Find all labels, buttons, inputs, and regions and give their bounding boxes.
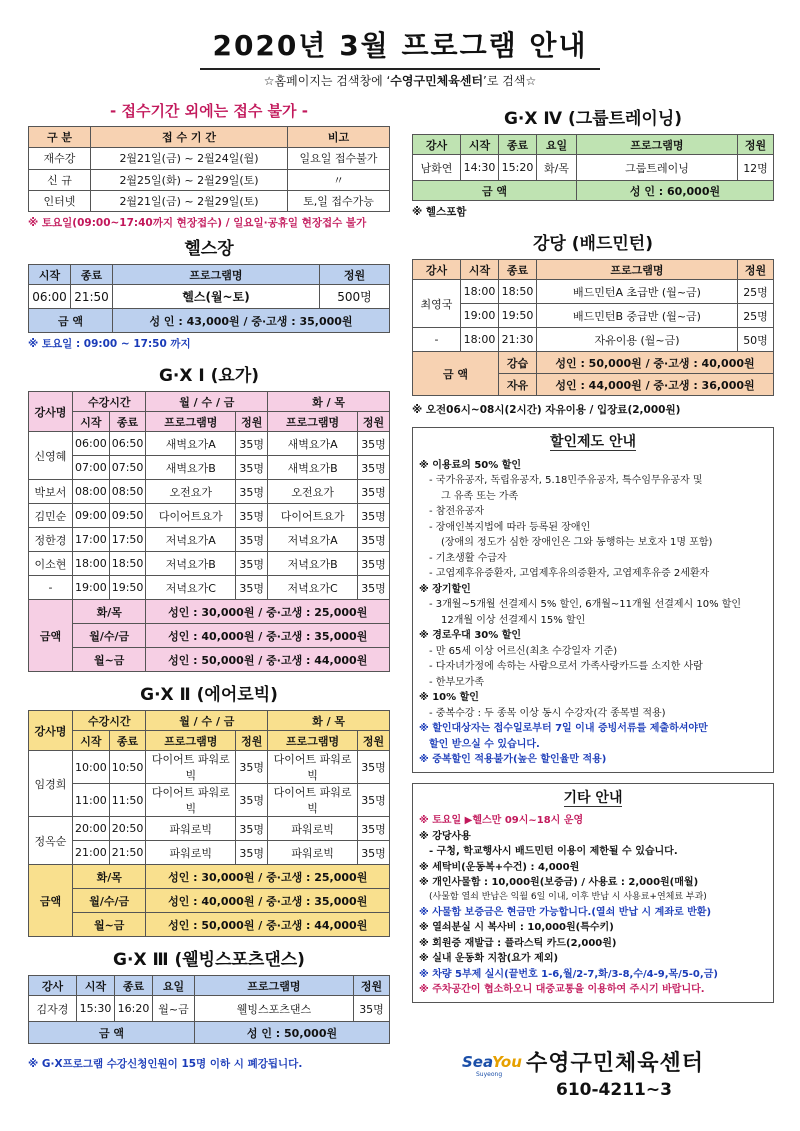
discount-item: - 한부모가족 [429, 676, 485, 688]
gx1-instructor: 박보서 [29, 480, 73, 504]
gx2-fee-days: 월~금 [73, 913, 146, 937]
etc-box [412, 783, 774, 1003]
th-instructor: 강사명 [29, 711, 73, 751]
th-category: 구 분 [29, 127, 91, 148]
gx1-cell: 35명 [236, 528, 268, 552]
search-keyword: 수영구민체육센터 [390, 74, 484, 88]
th-end: 종료 [115, 976, 153, 996]
gx1-cell: 35명 [358, 528, 390, 552]
discount-heading: 할인제도 안내 [549, 434, 637, 450]
etc-line: (사물함 열쇠 반납은 익월 6일 이내, 이후 반납 시 사용료+연체료 부과) [429, 891, 707, 902]
discount-notice: ※ 중복할인 적용불가(높은 할인율만 적용) [419, 754, 607, 766]
gx2-cell: 20:50 [109, 817, 146, 841]
gx1-cell: 35명 [358, 432, 390, 456]
th-mwf: 월 / 수 / 금 [146, 392, 268, 412]
gym-cell: 헬스(월~토) [113, 285, 320, 309]
gx1-cell: 저녁요가C [268, 576, 358, 600]
discount-item: - 만 65세 이상 어르신(최초 수강일자 기준) [429, 645, 618, 657]
hall-cell: 18:00 [461, 280, 499, 304]
gx1-table [28, 391, 390, 672]
reception-cell: 〃 [288, 169, 390, 190]
gx2-instructor: 정옥순 [29, 817, 73, 865]
hall-cell: 18:50 [499, 280, 537, 304]
gx2-cell: 21:50 [109, 841, 146, 865]
discount-item: - 참전유공자 [429, 506, 485, 518]
th-days: 요일 [537, 135, 577, 155]
th-capacity: 정원 [738, 135, 774, 155]
gx1-cell: 17:00 [73, 528, 110, 552]
hall-fee: 성인 : 50,000원 / 중·고생 : 40,000원 [537, 352, 774, 374]
svg-text:Suyeong: Suyeong [476, 1070, 503, 1078]
gx1-fee: 성인 : 50,000원 / 중·고생 : 44,000원 [146, 648, 390, 672]
gx1-cell: 06:50 [109, 432, 146, 456]
gx1-cell: 새벽요가A [268, 432, 358, 456]
gx2-heading: G·X Ⅱ (에어로빅) [140, 685, 278, 705]
gx2-cell: 파워로빅 [146, 841, 236, 865]
th-program: 프로그램명 [195, 976, 354, 996]
th-sub: 프로그램명 [146, 731, 236, 751]
gx2-cell: 11:00 [73, 784, 110, 817]
reception-cell: 신 규 [29, 169, 91, 190]
etc-line: ※ 세탁비(운동복+수건) : 4,000원 [419, 861, 580, 873]
etc-heading: 기타 안내 [563, 789, 623, 806]
gx1-cell: 새벽요가B [268, 456, 358, 480]
right-column [412, 100, 774, 1003]
gx1-cell: 35명 [236, 456, 268, 480]
gx1-cell: 07:00 [73, 456, 110, 480]
hall-table [412, 259, 774, 396]
svg-text:You: You [492, 1052, 522, 1071]
th-program: 프로그램명 [537, 260, 738, 280]
gx3-cell: 15:30 [77, 996, 115, 1022]
gx1-fee: 성인 : 30,000원 / 중·고생 : 25,000원 [146, 600, 390, 624]
th-sub: 프로그램명 [268, 731, 358, 751]
left-column [28, 96, 390, 1075]
discount-s3: ※ 경로우대 30% 할인 [419, 630, 522, 642]
gx1-cell: 새벽요가B [146, 456, 236, 480]
reception-cell: 2월21일(금) ~ 2월29일(토) [91, 190, 288, 211]
th-sub: 프로그램명 [146, 412, 236, 432]
gx2-cell: 다이어트 파워로빅 [268, 784, 358, 817]
search-hint-prefix: ☆홈페이지는 검색창에 ‘ [263, 74, 391, 88]
hall-fee-type: 강습 [499, 352, 537, 374]
discount-item: - 3개월~5개월 선결제시 5% 할인, 6개월~11개월 선결제시 10% 할인 [429, 599, 742, 611]
discount-item: - 고엽제후유증환자, 고엽제후유의증환자, 고엽제후유증 2세환자 [429, 568, 710, 580]
th-instructor: 강사 [413, 260, 461, 280]
gx2-fee-label: 금액 [29, 865, 73, 937]
hall-cell: 배드민턴A 초급반 (월~금) [537, 280, 738, 304]
gx1-instructor: 정한경 [29, 528, 73, 552]
th-start: 시작 [461, 260, 499, 280]
gx1-cell: 다이어트요가 [146, 504, 236, 528]
reception-cell: 2월25일(화) ~ 2월29일(토) [91, 169, 288, 190]
th-sub: 종료 [109, 412, 146, 432]
gx4-cell: 그룹트레이닝 [577, 155, 738, 181]
gym-fee-label: 금 액 [29, 309, 113, 333]
gx2-fee: 성인 : 50,000원 / 중·고생 : 44,000원 [146, 913, 390, 937]
gx1-cell: 19:50 [109, 576, 146, 600]
etc-line: ※ 회원증 재발급 : 플라스틱 카드(2,000원) [419, 937, 617, 949]
gx3-table [28, 975, 390, 1044]
gx2-cell: 21:00 [73, 841, 110, 865]
gx1-cell: 35명 [236, 552, 268, 576]
gx1-cell: 저녁요가B [268, 552, 358, 576]
th-start: 시작 [461, 135, 499, 155]
hall-instructor: 최영국 [413, 280, 461, 328]
hall-note: ※ 오전06시~08시(2시간) 자유이용 / 입장료(2,000원) [412, 404, 681, 416]
gx4-cell: 12명 [738, 155, 774, 181]
gx1-cell: 35명 [236, 576, 268, 600]
gx1-fee-days: 화/목 [73, 600, 146, 624]
gx2-instructor: 임경희 [29, 751, 73, 817]
th-end: 종료 [71, 265, 113, 285]
discount-box [412, 427, 774, 773]
gx1-cell: 오전요가 [268, 480, 358, 504]
gx3-fee-label: 금 액 [29, 1022, 195, 1044]
gx4-cell: 15:20 [499, 155, 537, 181]
hall-heading: 강당 (배드민턴) [533, 234, 653, 254]
gx1-cell: 06:00 [73, 432, 110, 456]
gx2-fee: 성인 : 30,000원 / 중·고생 : 25,000원 [146, 865, 390, 889]
th-sub: 정원 [236, 412, 268, 432]
discount-item: - 장애인복지법에 따라 등록된 장애인 [429, 521, 591, 533]
hall-instructor: - [413, 328, 461, 352]
gx3-fee: 성 인 : 50,000원 [195, 1022, 390, 1044]
gx1-cell: 저녁요가A [268, 528, 358, 552]
etc-line: ※ 토요일 ▶헬스만 09시~18시 운영 [419, 815, 584, 827]
gx1-instructor: - [29, 576, 73, 600]
etc-line: ※ 주차공간이 협소하오니 대중교통을 이용하여 주시기 바랍니다. [419, 984, 705, 996]
svg-text:Sea: Sea [462, 1052, 494, 1071]
seayou-logo-icon [462, 1047, 522, 1078]
reception-table [28, 126, 390, 212]
th-mwf: 월 / 수 / 금 [146, 711, 268, 731]
etc-line: ※ 실내 운동화 지참(요가 제외) [419, 953, 559, 965]
gx2-cell: 다이어트 파워로빅 [268, 751, 358, 784]
gx2-cell: 10:00 [73, 751, 110, 784]
gx3-heading: G·X Ⅲ (웰빙스포츠댄스) [113, 950, 305, 970]
gx4-fee-label: 금 액 [413, 181, 577, 201]
gx2-cell: 35명 [236, 817, 268, 841]
th-program: 프로그램명 [113, 265, 320, 285]
reception-note: ※ 토요일(09:00~17:40까지 현장접수) / 일요일·공휴일 현장접수 불가 [28, 217, 367, 229]
gx1-cell: 35명 [358, 456, 390, 480]
reception-cell: 2월21일(금) ~ 2월24일(월) [91, 148, 288, 169]
reception-cell: 인터넷 [29, 190, 91, 211]
gym-table [28, 264, 390, 333]
gx1-cell: 19:00 [73, 576, 110, 600]
discount-item: 12개월 이상 선결제시 15% 할인 [441, 614, 586, 626]
etc-line: - 구청, 학교행사시 배드민턴 이용이 제한될 수 있습니다. [429, 846, 678, 858]
hall-fee: 성인 : 44,000원 / 중·고생 : 36,000원 [537, 374, 774, 396]
gx1-fee: 성인 : 40,000원 / 중·고생 : 35,000원 [146, 624, 390, 648]
gx4-cell: 14:30 [461, 155, 499, 181]
discount-s4: ※ 10% 할인 [419, 692, 479, 704]
gx3-cell: 35명 [354, 996, 390, 1022]
discount-item: - 중복수강 : 두 종목 이상 동시 수강자(각 종목별 적용) [429, 707, 666, 719]
discount-s2: ※ 장기할인 [419, 583, 471, 595]
etc-line: ※ 사물함 보증금은 현금만 가능합니다.(열쇠 반납 시 계좌로 반환) [419, 906, 712, 918]
hall-cell: 18:00 [461, 328, 499, 352]
gx1-cell: 18:00 [73, 552, 110, 576]
gx1-cell: 35명 [236, 432, 268, 456]
gx3-cell: 월~금 [153, 996, 195, 1022]
gx3-note: ※ G·X프로그램 수강신청인원이 15명 이하 시 폐강됩니다. [28, 1058, 303, 1070]
gx1-cell: 08:00 [73, 480, 110, 504]
gx2-cell: 다이어트 파워로빅 [146, 784, 236, 817]
gx1-cell: 07:50 [109, 456, 146, 480]
footer-logo [462, 1046, 704, 1077]
hall-cell: 25명 [738, 280, 774, 304]
gx1-cell: 09:00 [73, 504, 110, 528]
gx2-fee-days: 월/수/금 [73, 889, 146, 913]
discount-s1: ※ 이용료의 50% 할인 [419, 459, 522, 471]
hall-cell: 50명 [738, 328, 774, 352]
hall-fee-label: 금 액 [413, 352, 499, 396]
gx4-heading: G·X Ⅳ (그룹트레이닝) [503, 109, 683, 129]
gx2-cell: 35명 [358, 784, 390, 817]
th-time: 수강시간 [73, 392, 146, 412]
reception-cell: 토,일 접수가능 [288, 190, 390, 211]
th-start: 시작 [29, 265, 71, 285]
th-period: 접 수 기 간 [91, 127, 288, 148]
etc-line: ※ 차량 5부제 실시(끝번호 1-6,월/2-7,화/3-8,수/4-9,목/5-0,금) [419, 968, 718, 980]
th-sub: 프로그램명 [268, 412, 358, 432]
gx2-cell: 11:50 [109, 784, 146, 817]
gym-note: ※ 토요일 : 09:00 ~ 17:50 까지 [28, 338, 191, 350]
gx2-cell: 다이어트 파워로빅 [146, 751, 236, 784]
gx2-cell: 파워로빅 [268, 841, 358, 865]
th-instructor: 강사명 [29, 392, 73, 432]
gym-cell: 21:50 [71, 285, 113, 309]
th-days: 요일 [153, 976, 195, 996]
hall-cell: 25명 [738, 304, 774, 328]
th-capacity: 정원 [320, 265, 390, 285]
gx2-cell: 파워로빅 [146, 817, 236, 841]
gym-fee: 성 인 : 43,000원 / 중·고생 : 35,000원 [113, 309, 390, 333]
gx1-cell: 35명 [358, 576, 390, 600]
gx2-cell: 35명 [236, 784, 268, 817]
gx1-cell: 18:50 [109, 552, 146, 576]
th-tt: 화 / 목 [268, 392, 390, 412]
th-capacity: 정원 [738, 260, 774, 280]
gx4-fee: 성 인 : 60,000원 [577, 181, 774, 201]
gx2-fee: 성인 : 40,000원 / 중·고생 : 35,000원 [146, 889, 390, 913]
gx1-fee-days: 월/수/금 [73, 624, 146, 648]
gx2-cell: 35명 [358, 841, 390, 865]
gym-cell: 500명 [320, 285, 390, 309]
gx3-cell: 김자경 [29, 996, 77, 1022]
th-instructor: 강사 [29, 976, 77, 996]
hall-cell: 19:00 [461, 304, 499, 328]
gx1-instructor: 이소현 [29, 552, 73, 576]
th-tt: 화 / 목 [268, 711, 390, 731]
th-sub: 시작 [73, 412, 110, 432]
discount-notice: 할인 받으실 수 있습니다. [429, 738, 540, 750]
gx2-cell: 35명 [236, 841, 268, 865]
hall-cell: 21:30 [499, 328, 537, 352]
th-start: 시작 [77, 976, 115, 996]
gx1-cell: 09:50 [109, 504, 146, 528]
th-sub: 정원 [358, 412, 390, 432]
discount-notice: ※ 할인대상자는 접수일로부터 7일 이내 증빙서류를 제출하셔야만 [419, 723, 708, 735]
gx4-cell: 화/목 [537, 155, 577, 181]
gx2-table [28, 710, 390, 937]
gx1-cell: 오전요가 [146, 480, 236, 504]
hall-cell: 19:50 [499, 304, 537, 328]
gx2-fee-days: 화/목 [73, 865, 146, 889]
gym-cell: 06:00 [29, 285, 71, 309]
gx1-cell: 새벽요가A [146, 432, 236, 456]
discount-item: - 다자녀가정에 속하는 사람으로서 가족사랑카드를 소지한 사람 [429, 661, 703, 673]
discount-item: - 기초생활 수급자 [429, 552, 507, 564]
gx3-cell: 16:20 [115, 996, 153, 1022]
gx1-cell: 35명 [358, 504, 390, 528]
gx1-cell: 35명 [236, 504, 268, 528]
phone-number: 610-4211~3 [556, 1080, 672, 1100]
reception-cell: 재수강 [29, 148, 91, 169]
etc-line: ※ 열쇠분실 시 복사비 : 10,000원(특수키) [419, 922, 614, 934]
gx1-cell: 35명 [358, 480, 390, 504]
gx1-cell: 저녁요가B [146, 552, 236, 576]
th-sub: 시작 [73, 731, 110, 751]
th-time: 수강시간 [73, 711, 146, 731]
gx1-fee-days: 월~금 [73, 648, 146, 672]
th-program: 프로그램명 [577, 135, 738, 155]
gx2-cell: 35명 [236, 751, 268, 784]
gx2-cell: 35명 [358, 817, 390, 841]
center-name: 수영구민체육센터 [526, 1051, 705, 1076]
gx1-instructor: 김민순 [29, 504, 73, 528]
gx1-fee-label: 금액 [29, 600, 73, 672]
hall-cell: 배드민턴B 중급반 (월~금) [537, 304, 738, 328]
search-hint [0, 72, 800, 89]
gx1-instructor: 신영혜 [29, 432, 73, 480]
th-sub: 종료 [109, 731, 146, 751]
page-title: 2020년 3월 프로그램 안내 [200, 24, 600, 70]
gx4-table [412, 134, 774, 201]
th-remark: 비고 [288, 127, 390, 148]
gx1-cell: 17:50 [109, 528, 146, 552]
gx1-cell: 저녁요가C [146, 576, 236, 600]
gx1-heading: G·X Ⅰ (요가) [158, 366, 260, 386]
th-end: 종료 [499, 135, 537, 155]
th-instructor: 강사 [413, 135, 461, 155]
search-hint-suffix: ’로 검색☆ [483, 74, 537, 88]
gx4-note: ※ 헬스포함 [412, 206, 467, 218]
gx2-cell: 35명 [358, 751, 390, 784]
gym-heading: 헬스장 [184, 239, 234, 259]
discount-item: - 국가유공자, 독립유공자, 5.18민주유공자, 특수임무유공자 및 [429, 475, 703, 487]
reception-cell: 일요일 접수불가 [288, 148, 390, 169]
th-sub: 정원 [358, 731, 390, 751]
gx4-cell: 남화연 [413, 155, 461, 181]
gx1-cell: 저녁요가A [146, 528, 236, 552]
reception-heading: - 접수기간 외에는 접수 불가 - [110, 102, 308, 120]
hall-cell: 자유이용 (월~금) [537, 328, 738, 352]
gx3-cell: 웰빙스포츠댄스 [195, 996, 354, 1022]
gx2-cell: 20:00 [73, 817, 110, 841]
discount-item: (장애의 정도가 심한 장애인은 그와 동행하는 보호자 1명 포함) [441, 537, 713, 549]
th-capacity: 정원 [354, 976, 390, 996]
th-sub: 정원 [236, 731, 268, 751]
etc-line: ※ 개인사물함 : 10,000원(보증금) / 사용료 : 2,000원(매월) [419, 877, 699, 889]
gx2-cell: 파워로빅 [268, 817, 358, 841]
gx2-cell: 10:50 [109, 751, 146, 784]
gx1-cell: 35명 [358, 552, 390, 576]
etc-line: ※ 강당사용 [419, 830, 471, 842]
hall-fee-type: 자유 [499, 374, 537, 396]
gx1-cell: 08:50 [109, 480, 146, 504]
discount-item: 그 유족 또는 가족 [441, 490, 519, 502]
th-end: 종료 [499, 260, 537, 280]
gx1-cell: 다이어트요가 [268, 504, 358, 528]
gx1-cell: 35명 [236, 480, 268, 504]
